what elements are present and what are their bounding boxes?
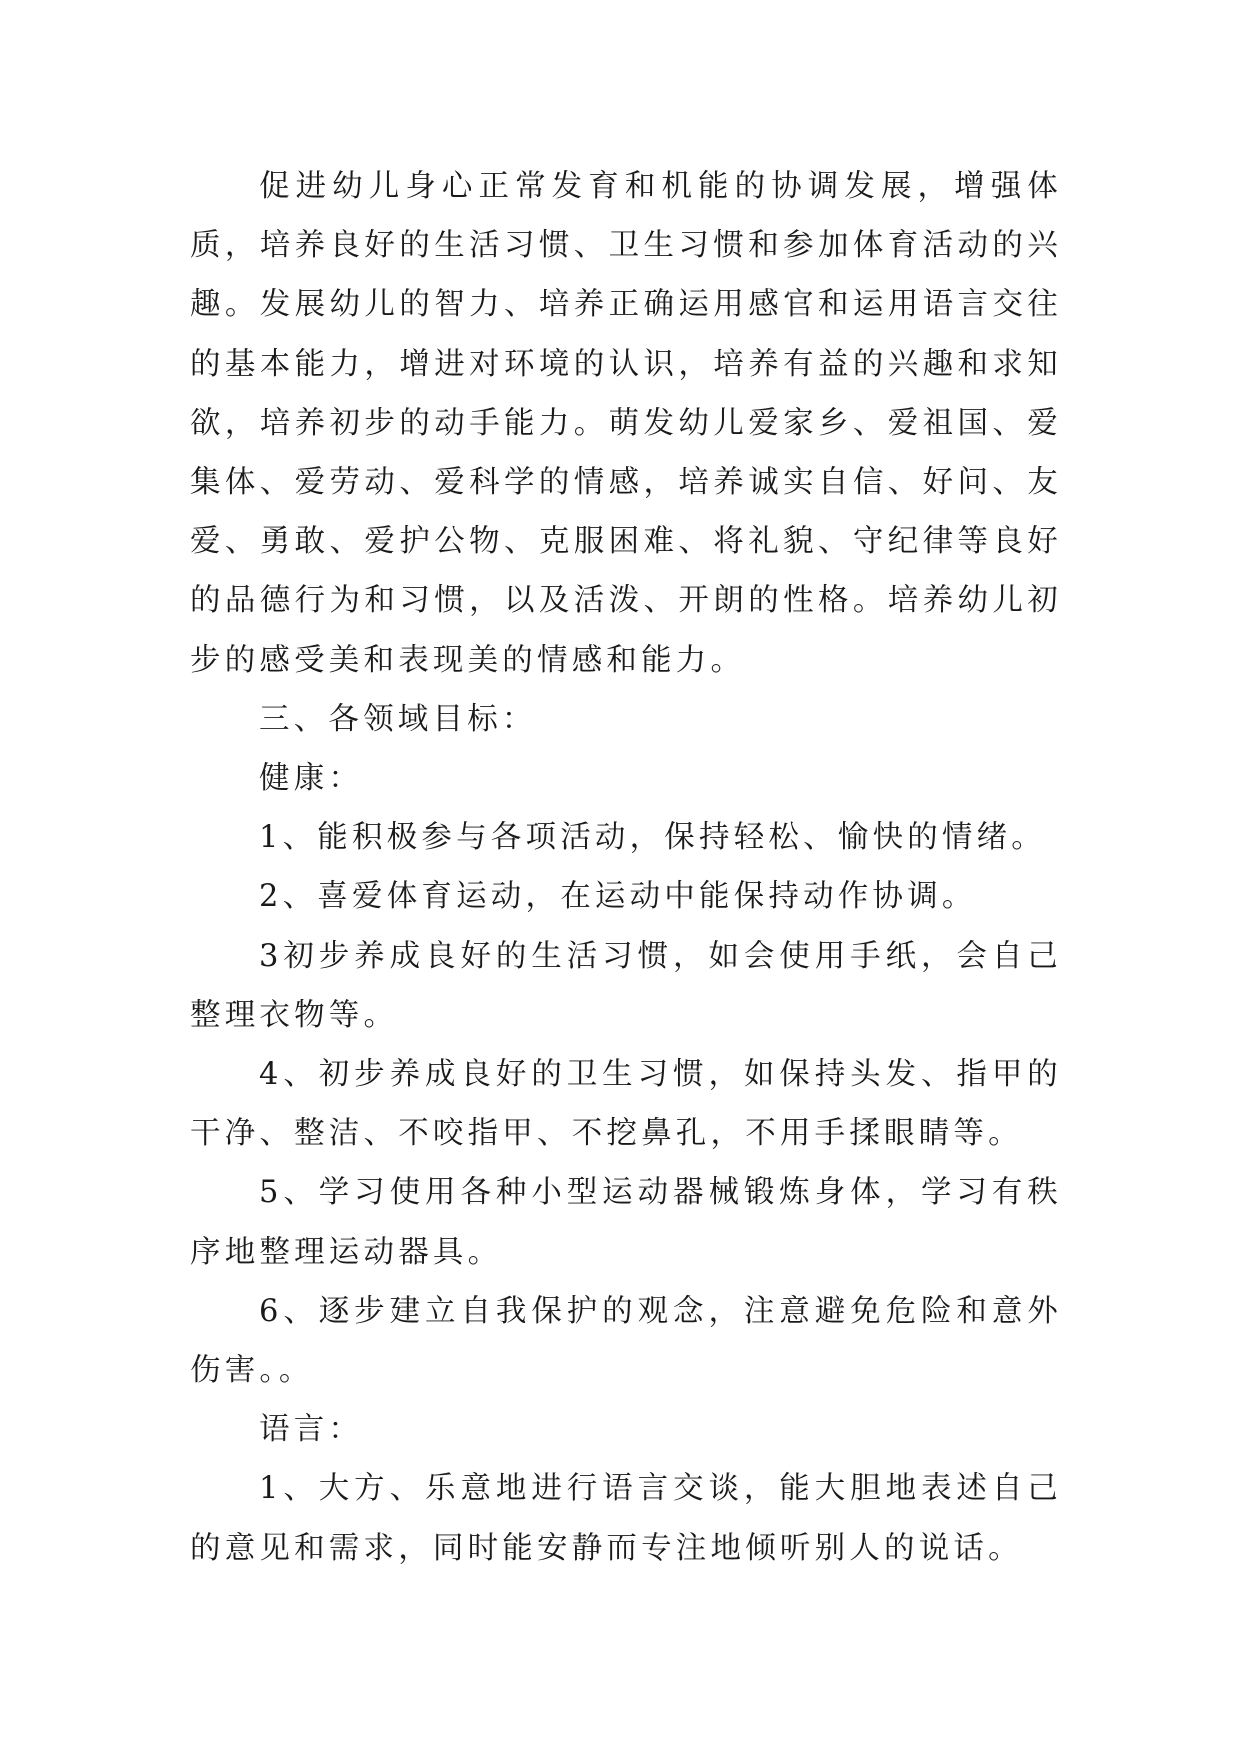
list-item-health-1: 1、能积极参与各项活动，保持轻松、愉快的情绪。 bbox=[259, 820, 1047, 856]
heading-language: 语言： bbox=[259, 1412, 364, 1448]
list-item-health-3: 3初步养成良好的生活习惯，如会使用手纸，会自己整理衣物等。 bbox=[190, 938, 1062, 1033]
list-item-language-1: 1、大方、乐意地进行语言交谈，能大胆地表述自己的意见和需求，同时能安静而专注地倾听别人的说话。 bbox=[190, 1471, 1062, 1566]
list-item-health-4: 4、初步养成良好的卫生习惯，如保持头发、指甲的干净、整洁、不咬指甲、不挖鼻孔，不用手揉眼睛等。 bbox=[190, 1057, 1062, 1152]
list-item-health-2: 2、喜爱体育运动，在运动中能保持动作协调。 bbox=[259, 879, 977, 915]
list-item-health-6: 6、逐步建立自我保护的观念，注意避免危险和意外伤害。。 bbox=[190, 1293, 1062, 1389]
document-body bbox=[190, 157, 1062, 1578]
heading-domain-goals: 三、各领域目标： bbox=[259, 701, 537, 737]
list-item-health-5: 5、学习使用各种小型运动器械锻炼身体，学习有秩序地整理运动器具。 bbox=[190, 1175, 1062, 1270]
heading-health: 健康： bbox=[259, 761, 364, 797]
paragraph-development-goals: 促进幼儿身心正常发育和机能的协调发展，增强体质，培养良好的生活习惯、卫生习惯和参加体育活动的兴趣。发展幼儿的智力、培养正确运用感官和运用语言交往的基本能力，增进对环境的认识，培养有益的兴趣和求知欲，培养初步的动手能力。萌发幼儿爱家乡、爱祖国、爱集体、爱劳动、爱科学的情感，培养诚实自信、好问、友爱、勇敢、爱护公物、克服困难、将礼貌、守纪律等良好的品德行为和习惯，以及活泼、开朗的性格。培养幼儿初步的感受美和表现美的情感和能力。 bbox=[190, 169, 1062, 678]
